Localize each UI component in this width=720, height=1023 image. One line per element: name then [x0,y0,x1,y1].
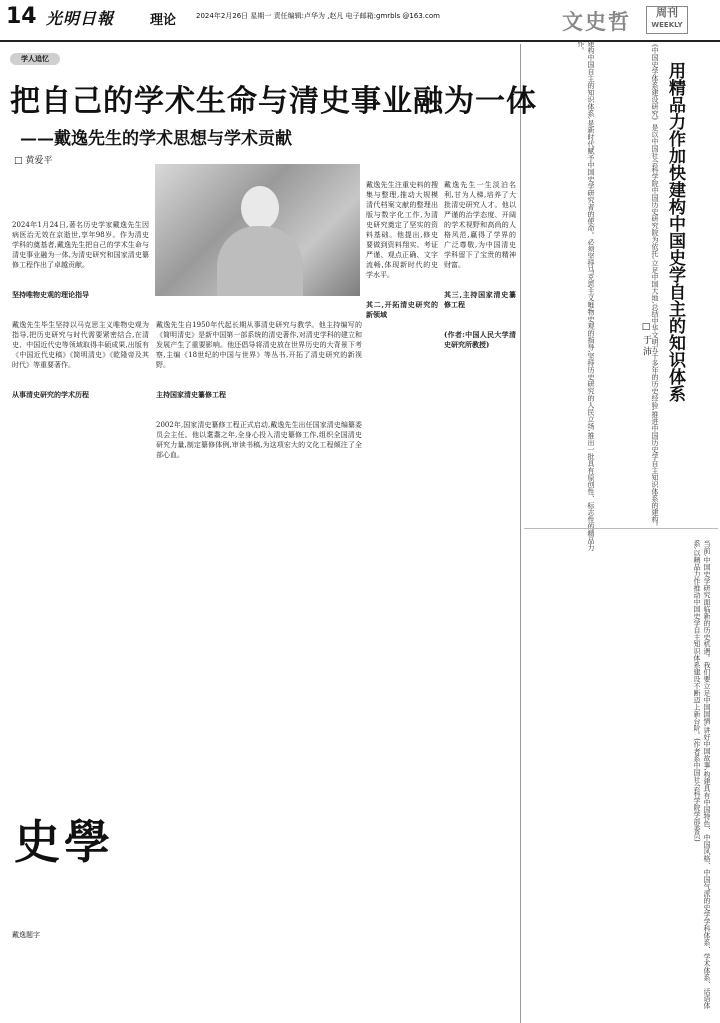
author-note: (作者:中国人民大学清史研究所教授) [444,330,516,349]
col4-heading-1: 其三,主持国家清史纂修工程 [444,290,516,309]
article-subtitle: ——戴逸先生的学术思想与学术贡献 [20,129,292,149]
header-info: 2024年2月26日 星期一 责任编辑:卢华为 ,赵凡 电子邮箱:gmrbls @163.com [196,12,440,20]
col4-para: 戴逸先生一生淡泊名利,甘为人梯,培养了大批清史研究人才。他以严谨的治学态度、开阔的学术视野和高尚的人格风范,赢得了学界的广泛尊敬,为中国清史学科留下了宝贵的精神财富。 [444,181,516,269]
calligraphy-image: 史學 [14,815,114,869]
sidebar-author: □ 于 沛 [641,322,651,356]
sidebar-text-1: 《中国史学体系建设研究》是以中国社会科学院中国历史研究院为依托,立足中国大地,总结中华文明五千多年的历史经验,推进中国历史学自主知识体系的建构。 [651,40,659,530]
article-column-1 [12,200,149,810]
newspaper-logo: 光明日報 [46,9,115,28]
page-number: 14 [6,4,37,29]
weekly-en: WEEKLY [651,21,683,29]
photo-head [241,186,279,230]
article-column-4 [444,160,516,1015]
portrait-photo [155,164,360,296]
section-name: 理论 [150,13,177,28]
weekly-cn: 周刊 [656,6,678,19]
photo-body [217,226,303,296]
column-name: 文史哲 [562,9,631,34]
author-name: 黄爱平 [25,156,53,166]
col2-para-2: 2002年,国家清史纂修工程正式启动,戴逸先生出任国家清史编纂委员会主任。他以耄耋之年,全身心投入清史纂修工作,组织全国清史研究力量,制定纂修体例,审读书稿,为这项宏大的文化工程倾注了全部心血。 [156,421,362,459]
article-title: 把自己的学术生命与清史事业融为一体 [10,84,537,119]
article-author: □ 黄爱平 [14,156,53,166]
calligraphy-caption: 戴逸题字 [12,931,40,939]
col2-heading-1: 主持国家清史纂修工程 [156,390,226,399]
col1-heading-1: 坚持唯物史观的理论指导 [12,290,89,299]
sidebar-text-3: 当前,中国史学研究面临新的历史机遇。我们要立足中国国情,讲好中国故事,构建具有中国特色、中国风格、中国气派的史学学科体系、学术体系、话语体系,以精品力作推动中国史学自主知识体系建设不断迈上新台阶。(作者系中国社会科学院学部委员) [693,540,711,1009]
column-divider [520,44,521,1023]
page-header [0,0,720,44]
sidebar-divider [524,528,718,529]
weekly-badge [646,6,688,34]
sidebar-text-2: 建构中国自主的知识体系,是新时代赋予中国史学研究者的使命。必须坚持马克思主义唯物史观的指导,坚持历史研究的人民立场,推出一批具有原创性、标志性的精品力作。 [577,40,595,551]
col1-para-2: 戴逸先生毕生坚持以马克思主义唯物史观为指导,把历史研究与时代需要紧密结合,在清史、中国近代史等领域取得丰硕成果,出版有《中国近代史稿》《简明清史》《乾隆帝及其时代》等重要著作。 [12,321,149,369]
col3-para: 戴逸先生注重史料的搜集与整理,推动大规模清代档案文献的整理出版与数字化工作,为清史研究奠定了坚实的资料基础。他提出,修史要做到资料翔实、考证严谨、观点正确、文字流畅,体现新时代的史学水平。 [366,181,438,279]
col1-heading-2: 从事清史研究的学术历程 [12,390,89,399]
article-tag: 学人追忆 [10,53,60,65]
article-column-3 [366,160,438,1015]
sidebar-title: 用精品力作加快建构中国史学自主的知识体系 [665,62,685,402]
col1-para: 2024年1月24日,著名历史学家戴逸先生因病医治无效在京逝世,享年98岁。作为清史学科的奠基者,戴逸先生把自己的学术生命与清史事业融为一体,为清史研究和国家清史纂修工程作出了卓越贡献。 [12,221,149,269]
article-column-2 [156,300,362,1015]
col2-para: 戴逸先生自1950年代起长期从事清史研究与教学。他主持编写的《简明清史》是新中国第一部系统的清史著作,对清史学科的建立和发展产生了重要影响。他还倡导将清史放在世界历史的大背景下考察,主编《18世纪的中国与世界》等丛书,开拓了清史研究的新视野。 [156,321,362,369]
col3-heading-1: 其二,开拓清史研究的新领域 [366,300,438,319]
